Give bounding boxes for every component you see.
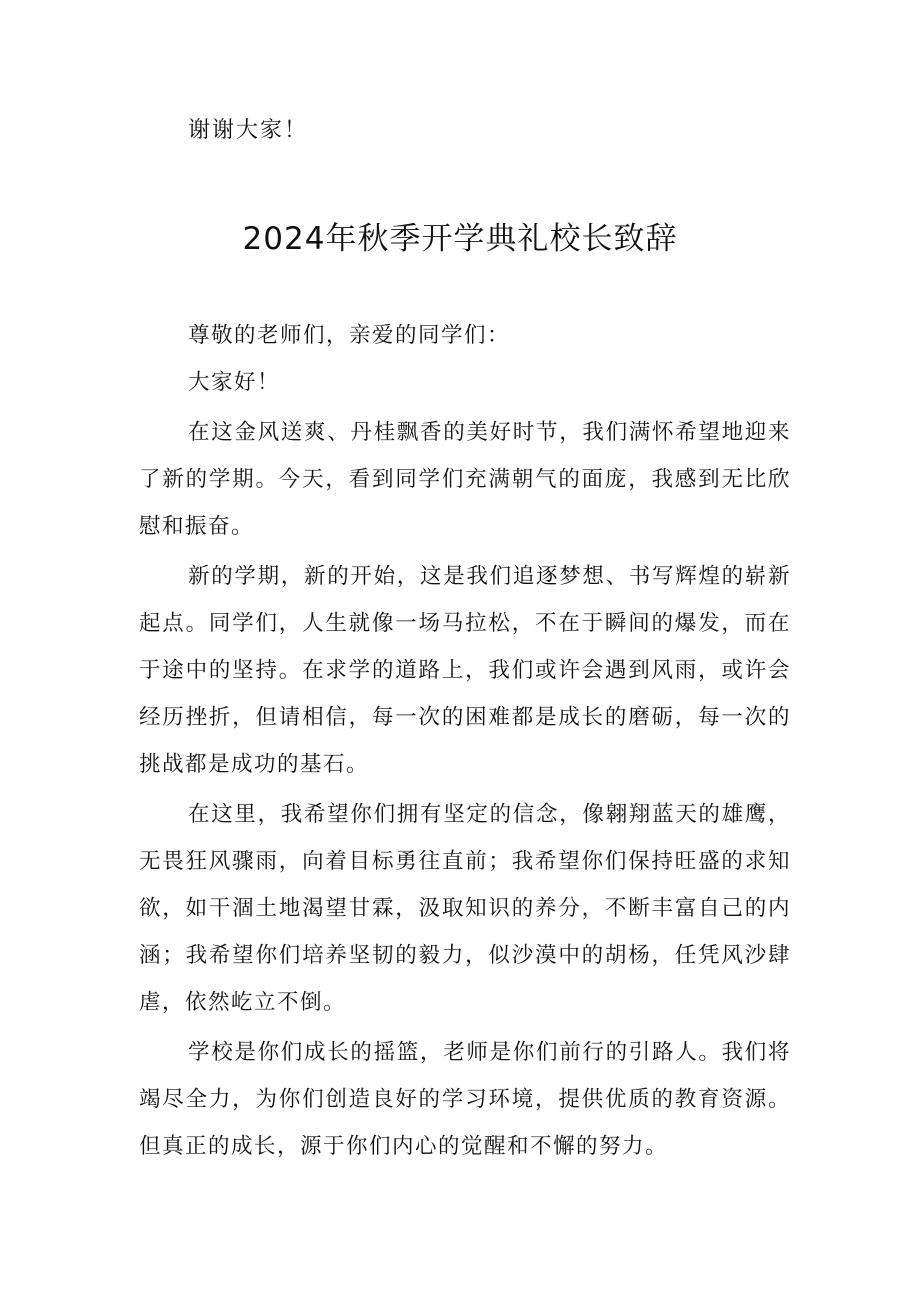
speech-body [139, 312, 791, 1170]
paragraph: 在这金风送爽、丹桂飘香的美好时节，我们满怀希望地迎来了新的学期。今天，看到同学们充满朝气的面庞，我感到无比欣慰和振奋。 [139, 420, 791, 539]
salutation-text: 尊敬的老师们，亲爱的同学们： [188, 323, 511, 348]
page-title: 2024年秋季开学典礼校长致辞 [242, 221, 678, 257]
previous-closing-text: 谢谢大家！ [188, 118, 309, 143]
greeting-text: 大家好！ [188, 370, 281, 395]
paragraph: 新的学期，新的开始，这是我们追逐梦想、书写辉煌的崭新起点。同学们，人生就像一场马拉松，不在于瞬间的爆发，而在于途中的坚持。在求学的道路上，我们或许会遇到风雨，或许会经历挫折，但请相信，每一次的困难都是成长的磨砺，每一次的挑战都是成功的基石。 [139, 564, 791, 777]
paragraph: 在这里，我希望你们拥有坚定的信念，像翱翔蓝天的雄鹰，无畏狂风骤雨，向着目标勇往直前；我希望你们保持旺盛的求知欲，如干涸土地渴望甘霖，汲取知识的养分，不断丰富自己的内涵；我希望你们培养坚韧的毅力，似沙漠中的胡杨，任凭风沙肆虐，依然屹立不倒。 [139, 802, 791, 1015]
paragraph: 学校是你们成长的摇篮，老师是你们前行的引路人。我们将竭尽全力，为你们创造良好的学习环境，提供优质的教育资源。但真正的成长，源于你们内心的觉醒和不懈的努力。 [139, 1040, 791, 1159]
